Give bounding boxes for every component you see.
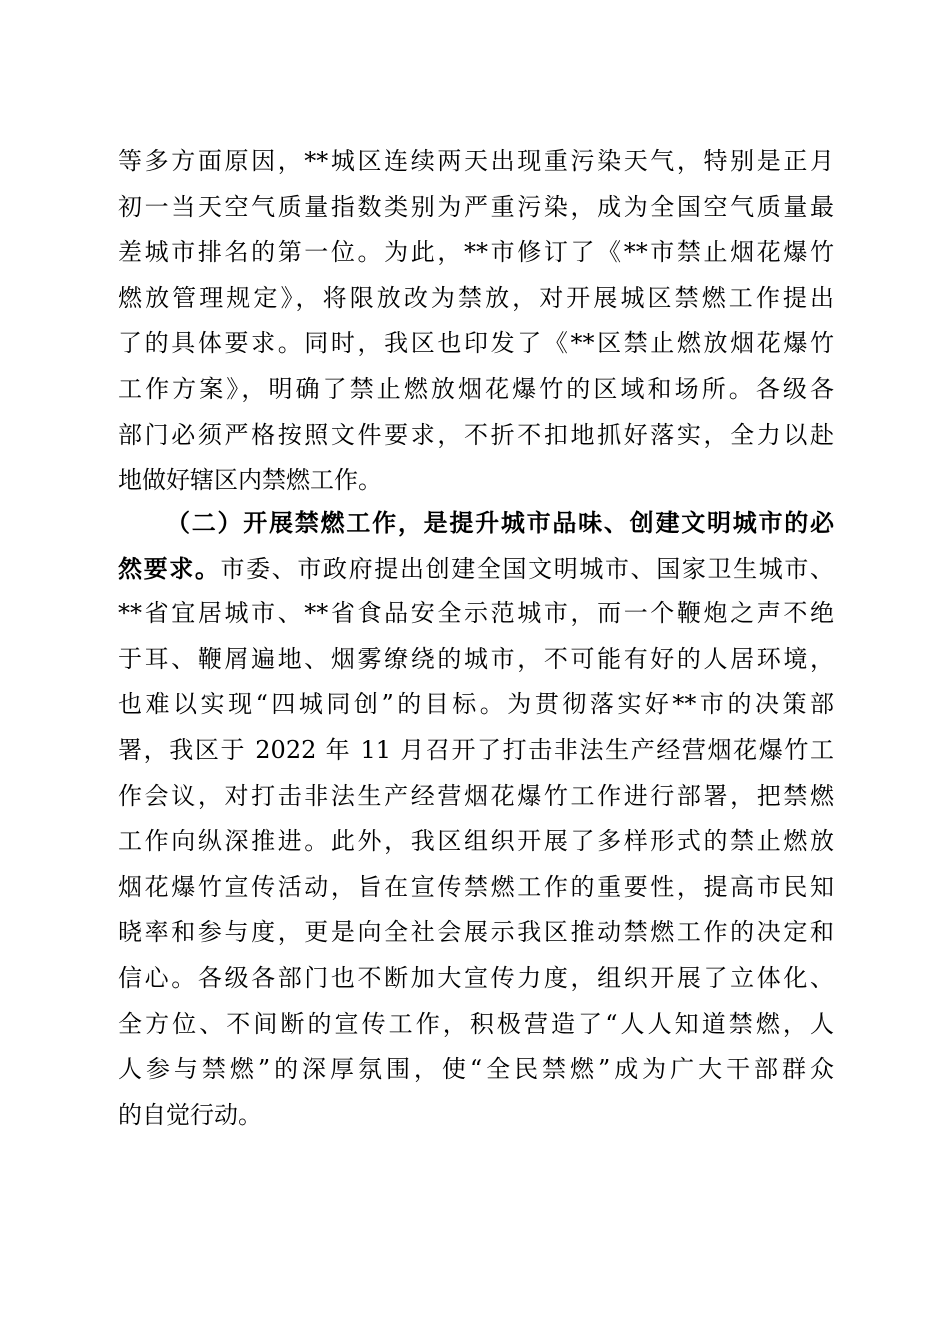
paragraph-2-line: 署，我区于 2022 年 11 月召开了打击非法生产经营烟花爆竹工 <box>118 735 834 764</box>
section-heading-end: 然要求。 <box>118 553 221 583</box>
paragraph-1-line: 燃放管理规定》，将限放改为禁放，对开展城区禁燃工作提出 <box>118 283 834 312</box>
paragraph-2-line-rest: 市委、市政府提出创建全国文明城市、国家卫生城市、 <box>220 554 835 583</box>
paragraph-2-line: **省宜居城市、**省食品安全示范城市，而一个鞭炮之声不绝 <box>118 599 834 628</box>
paragraph-2-line: 工作向纵深推进。此外，我区组织开展了多样形式的禁止燃放 <box>118 827 834 856</box>
paragraph-2-line: 信心。各级各部门也不断加大宣传力度，组织开展了立体化、 <box>118 963 834 992</box>
paragraph-2-line: 全方位、不间断的宣传工作，积极营造了“人人知道禁燃，人 <box>118 1009 834 1038</box>
paragraph-1-line: 等多方面原因，**城区连续两天出现重污染天气，特别是正月 <box>118 147 834 175</box>
paragraph-1-line: 差城市排名的第一位。为此，**市修订了《**市禁止烟花爆竹 <box>118 238 834 267</box>
paragraph-2 <box>118 500 834 1138</box>
paragraph-1-line: 了的具体要求。同时，我区也印发了《**区禁止燃放烟花爆竹 <box>118 329 834 358</box>
paragraph-1 <box>118 139 834 504</box>
paragraph-1-line: 部门必须严格按照文件要求，不折不扣地抓好落实，全力以赴 <box>118 420 834 449</box>
paragraph-2-line: 晓率和参与度，更是向全社会展示我区推动禁燃工作的决定和 <box>118 918 834 947</box>
paragraph-1-line: 地做好辖区内禁燃工作。 <box>118 466 382 495</box>
paragraph-2-line <box>118 546 834 592</box>
paragraph-2-line: 于耳、鞭屑遍地、烟雾缭绕的城市，不可能有好的人居环境， <box>118 644 834 673</box>
paragraph-1-line: 初一当天空气质量指数类别为严重污染，成为全国空气质量最 <box>118 192 834 221</box>
paragraph-1-line: 工作方案》，明确了禁止燃放烟花爆竹的区域和场所。各级各 <box>118 374 834 403</box>
paragraph-2-line: 作会议，对打击非法生产经营烟花爆竹工作进行部署，把禁燃 <box>118 781 834 810</box>
section-heading: （二）开展禁燃工作，是提升城市品味、创建文明城市的必 <box>166 508 834 537</box>
paragraph-2-line: 的自觉行动。 <box>118 1100 262 1129</box>
paragraph-2-line: 烟花爆竹宣传活动，旨在宣传禁燃工作的重要性，提高市民知 <box>118 872 834 901</box>
paragraph-2-line: 人参与禁燃”的深厚氛围，使“全民禁燃”成为广大干部群众 <box>118 1055 834 1084</box>
paragraph-2-line: 也难以实现“四城同创”的目标。为贯彻落实好**市的决策部 <box>118 690 834 719</box>
